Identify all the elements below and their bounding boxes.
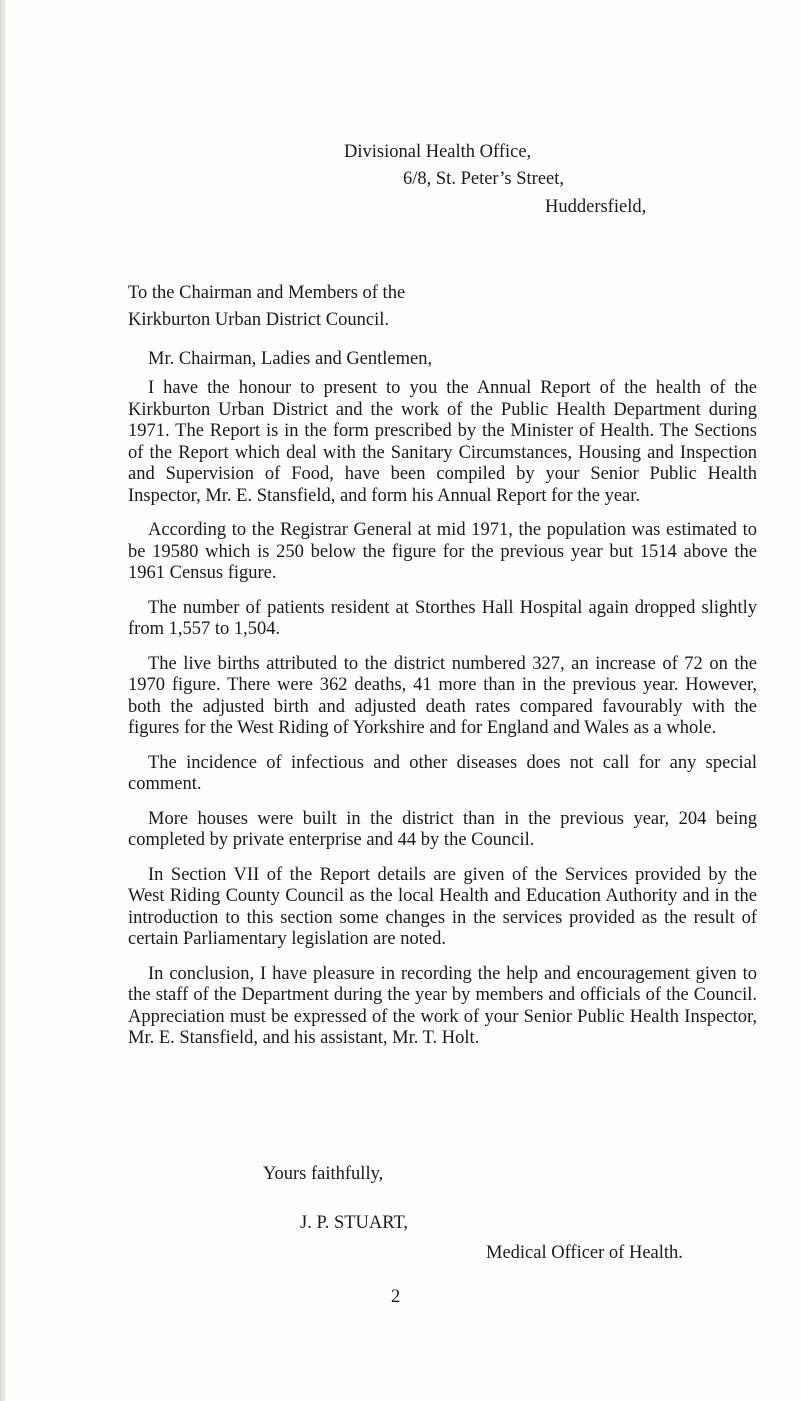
paragraph-population: According to the Registrar General at mid 1971, the population was estimated to be 19580 which is 250 below the figure for the previous year but 1514 above the 1961 Census figure. bbox=[128, 520, 757, 583]
paragraph-hospital-patients: The number of patients resident at Storthes Hall Hospital again dropped slightly from 1,557 to 1,504. bbox=[128, 597, 757, 639]
sender-address-line-2: 6/8, St. Peter’s Street, bbox=[403, 169, 565, 189]
page-number: 2 bbox=[391, 1287, 401, 1307]
signatory-title: Medical Officer of Health. bbox=[486, 1243, 683, 1263]
greeting: Mr. Chairman, Ladies and Gentlemen, bbox=[148, 349, 433, 369]
sender-address-line-3: Huddersfield, bbox=[545, 197, 647, 217]
addressee-line-1: To the Chairman and Members of the bbox=[128, 283, 406, 303]
valediction: Yours faithfully, bbox=[263, 1164, 384, 1184]
addressee-block bbox=[128, 280, 598, 334]
paragraph-county-services: In Section VII of the Report details are given of the Services provided by the West Riding County Council as the local Health and Education Authority and in the introduction to this section some changes in the services provided as the result of certain Parliamentary legislation are noted. bbox=[128, 864, 757, 949]
addressee-line-2: Kirkburton Urban District Council. bbox=[128, 310, 390, 330]
signatory-name: J. P. STUART, bbox=[300, 1213, 409, 1233]
paragraph-conclusion: In conclusion, I have pleasure in recording the help and encouragement given to the staff of the Department during the year by members and officials of the Council. Appreciation must be expressed of the work of your Senior Public Health Inspector, Mr. E. Stansfield, and his assistant, Mr. T. Holt. bbox=[128, 963, 757, 1048]
paragraph-introduction: I have the honour to present to you the Annual Report of the health of the Kirkburton Urban District and the work of the Public Health Department during 1971. The Report is in the form prescribed by the Minister of Health. The Sections of the Report which deal with the Sanitary Circumstances, Housing and Inspection and Supervision of Food, have been compiled by your Senior Public Health Inspector, Mr. E. Stansfield, and form his Annual Report for the year. bbox=[128, 378, 757, 506]
letter-body bbox=[128, 378, 757, 1063]
sender-address-line-1: Divisional Health Office, bbox=[344, 142, 532, 162]
paragraph-infectious-diseases: The incidence of infectious and other diseases does not call for any special comment. bbox=[128, 752, 757, 794]
paragraph-births-deaths: The live births attributed to the district numbered 327, an increase of 72 on the 1970 figure. There were 362 deaths, 41 more than in the previous year. However, both the adjusted birth and adjusted death rates compared favourably with the figures for the West Riding of Yorkshire and for England and Wales as a whole. bbox=[128, 653, 757, 738]
paragraph-housing: More houses were built in the district than in the previous year, 204 being completed by private enterprise and 44 by the Council. bbox=[128, 808, 757, 850]
